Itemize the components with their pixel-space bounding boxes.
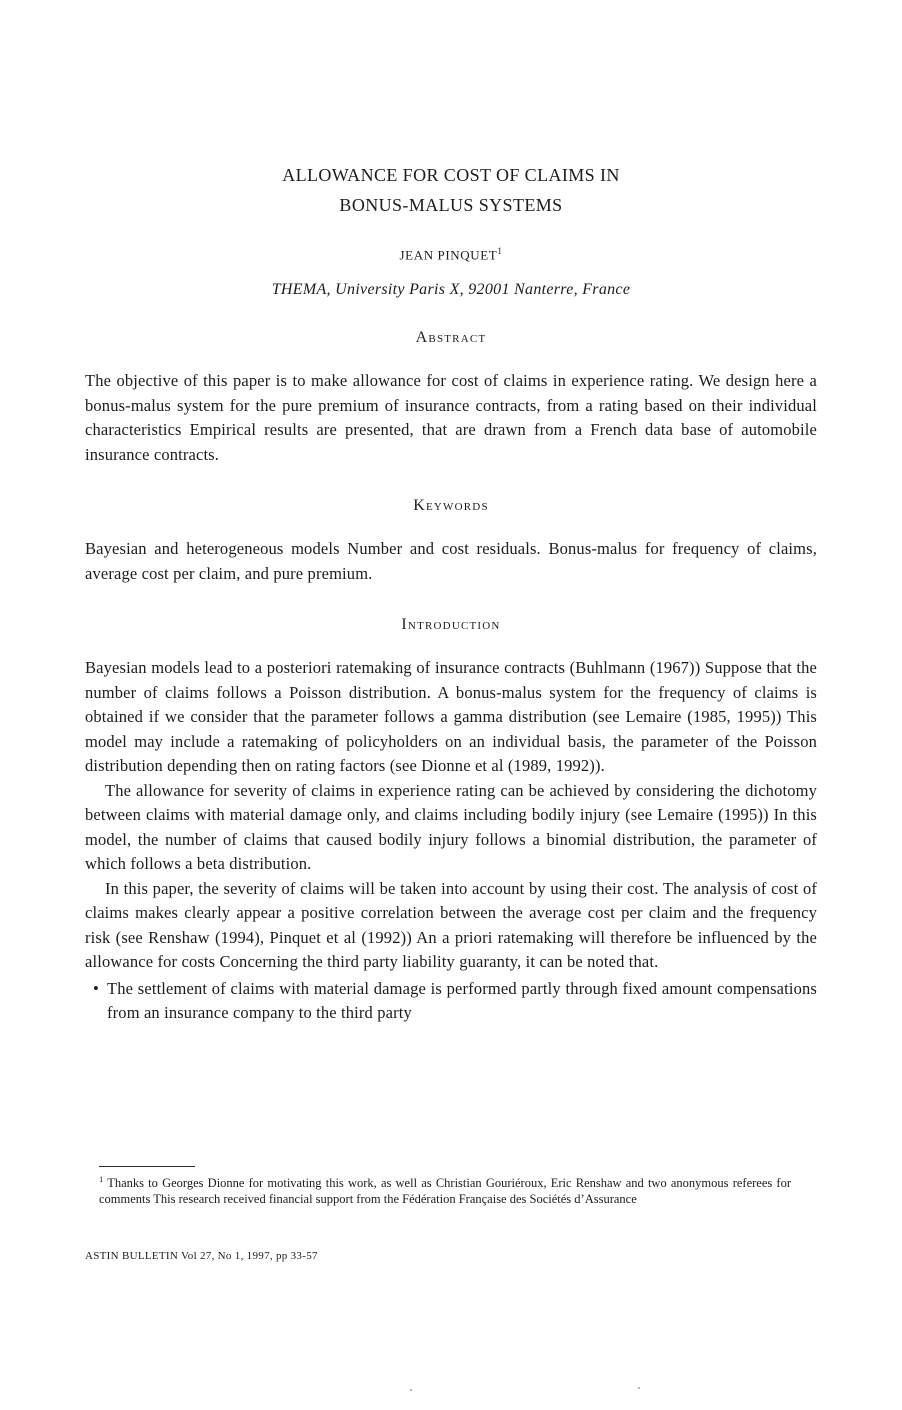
paper-title-line-2: BONUS-MALUS SYSTEMS: [339, 195, 563, 215]
intro-paragraph-3: In this paper, the severity of claims will be taken into account by using their cost. The analysis of cost of claims makes clearly appear a positive correlation between the average cost per claim and the frequency risk (see Renshaw (1994), Pinquet et al (1992)) An a priori ratemaking will therefore be influenced by the allowance for costs Concerning the third party liability guaranty, it can be noted that.: [85, 878, 817, 972]
abstract-text: The objective of this paper is to make allowance for cost of claims in experience rating. We design here a bonus-malus system for the pure premium of insurance contracts, from a rating based on their individual characteristics Empirical results are presented, that are drawn from a French data base of automobile insurance contracts.: [85, 371, 817, 464]
footnote: [99, 1171, 791, 1207]
footnote-block: [85, 1166, 797, 1207]
author-line: [85, 246, 817, 263]
bullet-item: [85, 977, 817, 1026]
footnote-divider: [99, 1166, 195, 1167]
keywords-text: Bayesian and heterogeneous models Number and cost residuals. Bonus-malus for frequency of claims, average cost per claim, and pure premium.: [85, 539, 817, 583]
scan-artifact-dot: [410, 1389, 412, 1391]
footnote-mark: 1: [99, 1174, 104, 1184]
section-heading-introduction: Introduction: [401, 616, 501, 634]
affiliation: THEMA, University Paris X, 92001 Nanterre, France: [271, 281, 631, 299]
journal-footer: ASTIN BULLETIN Vol 27, No 1, 1997, pp 33-57: [85, 1250, 318, 1262]
section-heading-abstract: Abstract: [415, 329, 487, 347]
author-footnote-mark: 1: [497, 246, 503, 256]
intro-paragraph-1: Bayesian models lead to a posteriori ratemaking of insurance contracts (Buhlmann (1967)) Suppose that the number of claims follows a Poisson distribution. A bonus-malus system for the frequency of claims is obtained if we consider that the parameter follows a gamma distribution (see Lemaire (1985, 1995)) This model may include a ratemaking of policyholders on an individual basis, the parameter of the Poisson distribution depending then on rating factors (see Dionne et al (1989, 1992)).: [85, 658, 817, 776]
scan-artifact-dot: [638, 1387, 640, 1389]
bullet-icon: •: [93, 978, 99, 998]
paper-title: [85, 160, 817, 220]
bullet-text: The settlement of claims with material damage is performed partly through fixed amount compensations from an insurance company to the third party: [107, 978, 817, 1023]
paper-title-line-1: ALLOWANCE FOR COST OF CLAIMS IN: [282, 165, 620, 185]
footnote-text: Thanks to Georges Dionne for motivating this work, as well as Christian Gouriéroux, Eric Renshaw and two anonymous referees for comments This research received financial support from the Fédération Française des Sociétés d’Assurance: [99, 1176, 791, 1207]
page-content: [85, 0, 817, 1026]
section-heading-keywords: Keywords: [413, 497, 489, 515]
intro-paragraph-2: The allowance for severity of claims in experience rating can be achieved by considering the dichotomy between claims with material damage only, and claims including bodily injury (see Lemaire (1995)) In this model, the number of claims that caused bodily injury follows a binomial distribution, the parameter of which follows a beta distribution.: [85, 780, 817, 874]
author-name: JEAN PINQUET: [399, 247, 498, 263]
